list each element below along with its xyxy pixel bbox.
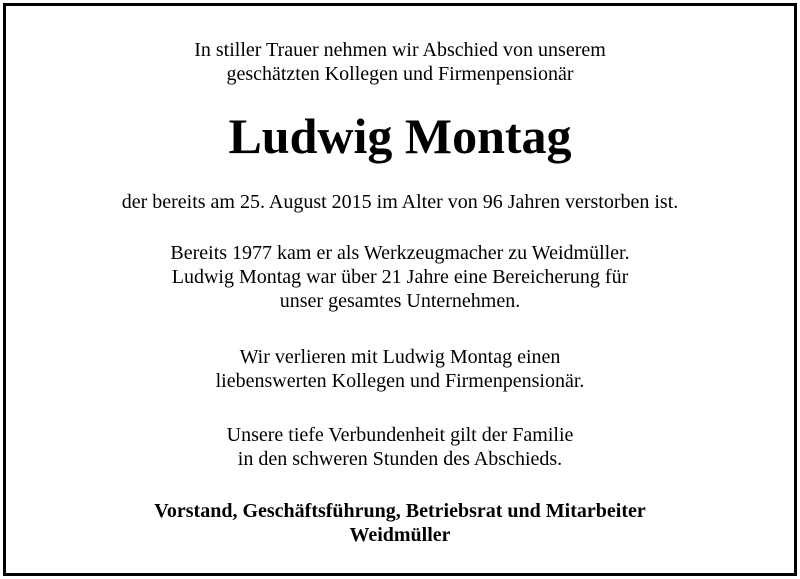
loss-line-2: liebenswerten Kollegen und Firmenpensionär. xyxy=(215,370,585,392)
deceased-name: Ludwig Montag xyxy=(228,108,572,164)
career-line-1: Bereits 1977 kam er als Werkzeugmacher zu Weidmüller. xyxy=(170,242,630,264)
intro-line-1: In stiller Trauer nehmen wir Abschied von unserem xyxy=(194,39,606,61)
obituary-notice xyxy=(3,3,797,576)
loss-line-1: Wir verlieren mit Ludwig Montag einen xyxy=(239,346,561,368)
death-date-line: der bereits am 25. August 2015 im Alter von 96 Jahren verstorben ist. xyxy=(121,191,679,213)
signature-line-1: Vorstand, Geschäftsführung, Betriebsrat und Mitarbeiter xyxy=(154,500,646,522)
condolence-line-1: Unsere tiefe Verbundenheit gilt der Familie xyxy=(226,424,574,446)
career-line-2: Ludwig Montag war über 21 Jahre eine Bereicherung für xyxy=(171,266,629,288)
condolence-line-2: in den schweren Stunden des Abschieds. xyxy=(237,448,563,470)
intro-line-2: geschätzten Kollegen und Firmenpensionär xyxy=(226,63,574,85)
signature-line-2: Weidmüller xyxy=(349,524,451,546)
career-line-3: unser gesamtes Unternehmen. xyxy=(279,290,521,312)
